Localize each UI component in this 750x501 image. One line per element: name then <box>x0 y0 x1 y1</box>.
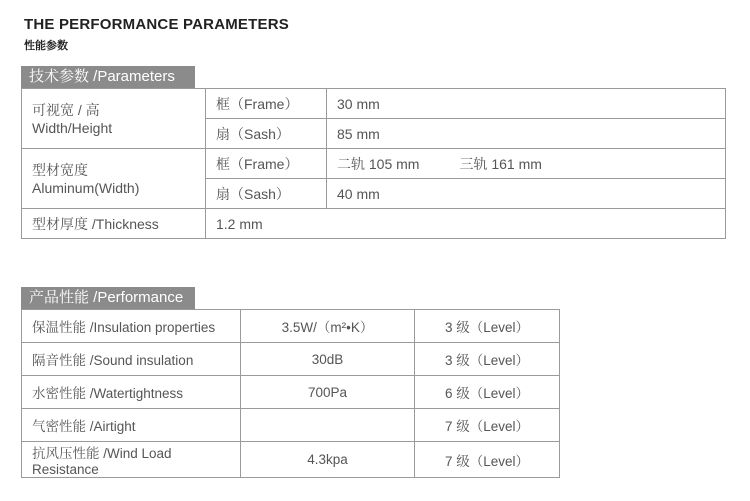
performance-level: 6 级（Level） <box>415 376 560 409</box>
frame-value-three-track: 三轨 161 mm <box>459 155 542 172</box>
aluminum-width-sash-label: 扇（Sash） <box>206 179 327 209</box>
table-row <box>22 310 560 343</box>
performance-label: 抗风压性能 /Wind Load Resistance <box>22 442 241 478</box>
aluminum-width-label-cn: 型材宽度 <box>32 161 88 178</box>
visible-width-label <box>22 89 206 149</box>
table-row <box>22 442 560 478</box>
performance-label: 气密性能 /Airtight <box>22 409 241 442</box>
frame-value-two-track: 二轨 105 mm <box>337 155 420 172</box>
aluminum-width-label <box>22 149 206 209</box>
performance-value: 3.5W/（m²•K） <box>241 310 415 343</box>
visible-width-label-cn: 可视宽 / 高 <box>32 101 100 118</box>
parameters-table <box>21 88 726 239</box>
page-subtitle: 性能参数 <box>24 40 68 52</box>
performance-label: 隔音性能 /Sound insulation <box>22 343 241 376</box>
performance-level: 3 级（Level） <box>415 310 560 343</box>
table-row <box>22 89 726 119</box>
performance-value: 4.3kpa <box>241 442 415 478</box>
table-row <box>22 409 560 442</box>
table-row <box>22 149 726 179</box>
thickness-value: 1.2 mm <box>206 209 726 239</box>
performance-value: 700Pa <box>241 376 415 409</box>
visible-width-frame-value: 30 mm <box>327 89 726 119</box>
performance-table <box>21 309 560 478</box>
performance-level: 7 级（Level） <box>415 442 560 478</box>
performance-level: 3 级（Level） <box>415 343 560 376</box>
thickness-label: 型材厚度 /Thickness <box>22 209 206 239</box>
aluminum-width-frame-label: 框（Frame） <box>206 149 327 179</box>
visible-width-frame-label: 框（Frame） <box>206 89 327 119</box>
performance-label: 水密性能 /Watertightness <box>22 376 241 409</box>
visible-width-label-en: Width/Height <box>32 119 113 136</box>
performance-value: 30dB <box>241 343 415 376</box>
parameters-heading: 技术参数 /Parameters <box>21 66 195 88</box>
aluminum-width-frame-value <box>327 149 726 179</box>
page-title: THE PERFORMANCE PARAMETERS <box>24 16 289 33</box>
table-row <box>22 376 560 409</box>
aluminum-width-label-en: Aluminum(Width) <box>32 179 140 196</box>
performance-label: 保温性能 /Insulation properties <box>22 310 241 343</box>
performance-level: 7 级（Level） <box>415 409 560 442</box>
table-row <box>22 209 726 239</box>
visible-width-sash-label: 扇（Sash） <box>206 119 327 149</box>
visible-width-sash-value: 85 mm <box>327 119 726 149</box>
performance-heading: 产品性能 /Performance <box>21 287 195 309</box>
table-row <box>22 343 560 376</box>
performance-value <box>241 409 415 442</box>
aluminum-width-sash-value: 40 mm <box>327 179 726 209</box>
